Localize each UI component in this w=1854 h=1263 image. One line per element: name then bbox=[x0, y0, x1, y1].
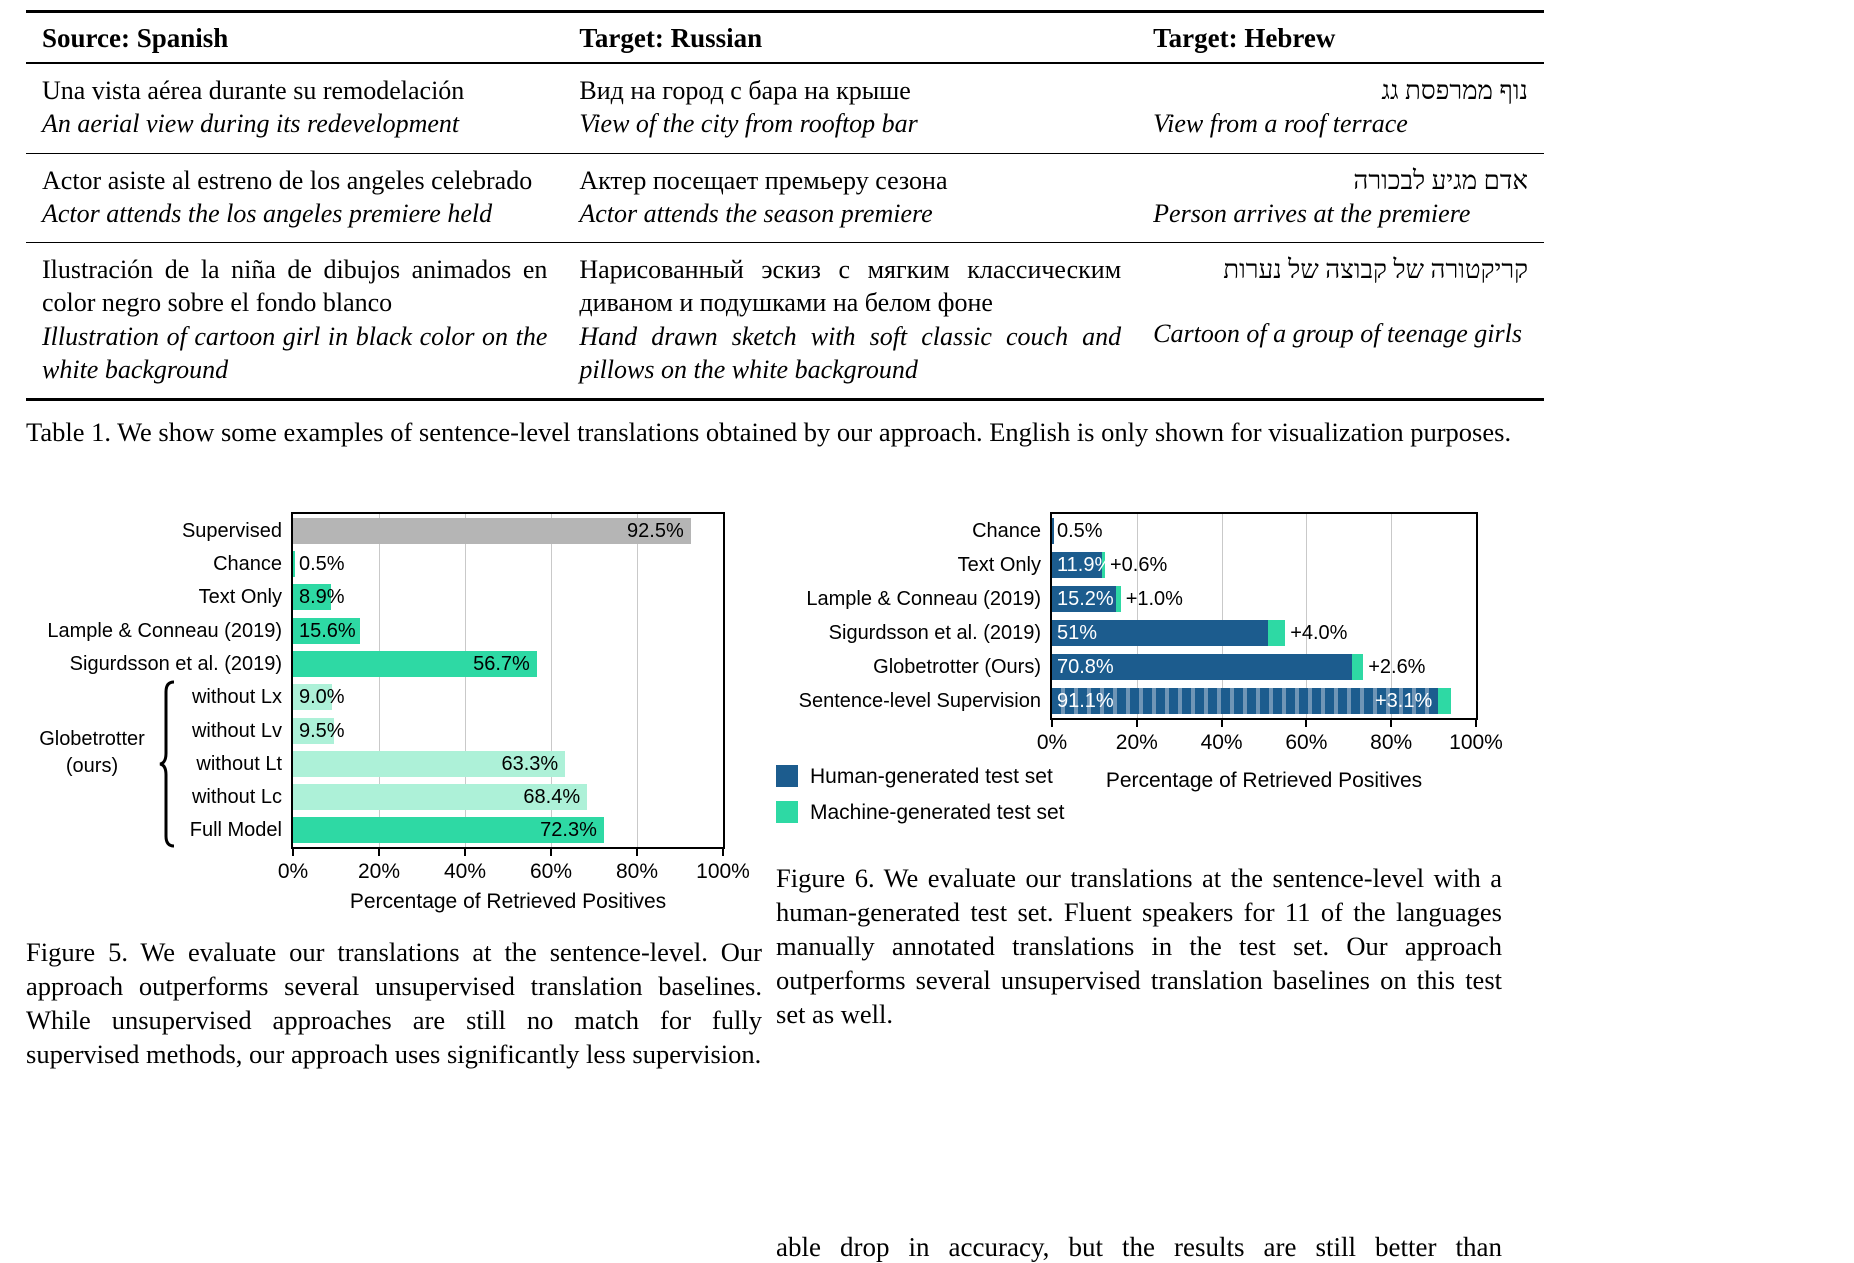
tick-mark bbox=[292, 849, 294, 856]
value-label: 15.6% bbox=[299, 619, 356, 642]
figure6-legend-area bbox=[776, 758, 1502, 840]
figure5-axes bbox=[291, 512, 725, 849]
cell-hebrew bbox=[1137, 63, 1544, 153]
spanish-english-gloss: Illustration of cartoon girl in black color on the white background bbox=[42, 321, 548, 384]
tick-mark bbox=[464, 849, 466, 856]
chart-row bbox=[293, 514, 723, 547]
legend-item-machine bbox=[776, 794, 1502, 830]
cell-hebrew bbox=[1137, 153, 1544, 243]
category-label: without Lc bbox=[191, 786, 282, 809]
tick-label: 0% bbox=[277, 860, 309, 884]
paper-page bbox=[26, 10, 1544, 1263]
figure6-column bbox=[776, 512, 1502, 1263]
cell-spanish bbox=[26, 63, 563, 153]
body-text-fragment: able drop in accuracy, but the results are still better than bbox=[776, 1231, 1502, 1262]
chart-row bbox=[293, 747, 723, 780]
value-label: 70.8% bbox=[1057, 656, 1114, 679]
category-label: Sentence-level Supervision bbox=[798, 690, 1041, 713]
table-row bbox=[26, 243, 1544, 400]
bar-human bbox=[1052, 518, 1054, 545]
tick-mark bbox=[378, 849, 380, 856]
cell-spanish bbox=[26, 243, 563, 400]
globetrotter-bracket-icon bbox=[158, 680, 176, 848]
category-label: without Lv bbox=[191, 719, 282, 742]
bar-machine bbox=[1116, 586, 1120, 613]
category-label: Chance bbox=[213, 553, 282, 576]
table-header-hebrew: Target: Hebrew bbox=[1137, 12, 1544, 64]
value-label: 72.3% bbox=[540, 819, 597, 842]
category-label: Globetrotter (Ours) bbox=[873, 656, 1041, 679]
legend-swatch-machine-icon bbox=[776, 801, 798, 823]
table-header-row bbox=[26, 12, 1544, 64]
figure6-caption: Figure 6. We evaluate our translations at the sentence-level with a human-generated test set. Fluent speakers for 11 of the languages manually annotated translations in the test set. Our approach outperforms several unsupervised translation baselines on this test set as well. bbox=[776, 863, 1502, 1029]
tick-mark bbox=[1390, 720, 1392, 727]
figure6-plot-area bbox=[776, 512, 1502, 720]
category-label: without Lx bbox=[191, 686, 282, 709]
figure6-category-labels bbox=[776, 512, 1050, 720]
chart-row bbox=[1052, 514, 1476, 548]
chart-row bbox=[1052, 650, 1476, 684]
russian-text: Нарисованный эскиз с мягким классическим диваном и подушками на белом фоне bbox=[579, 255, 1122, 318]
russian-english-gloss: Actor attends the season premiere bbox=[579, 198, 933, 228]
tick-mark bbox=[1136, 720, 1138, 727]
russian-text: Вид на город с бара на крыше bbox=[579, 76, 911, 105]
cell-hebrew bbox=[1137, 243, 1544, 400]
value-label: 63.3% bbox=[501, 752, 559, 775]
value-label: 0.5% bbox=[1057, 520, 1103, 543]
bar-machine bbox=[1352, 654, 1363, 681]
cell-spanish bbox=[26, 153, 563, 243]
cell-russian bbox=[563, 243, 1137, 400]
value-label: 8.9% bbox=[299, 586, 345, 609]
value-label: 0.5% bbox=[299, 553, 345, 576]
cell-russian bbox=[563, 153, 1137, 243]
gain-label: +1.0% bbox=[1125, 588, 1183, 611]
cell-russian bbox=[563, 63, 1137, 153]
figure5-x-axis bbox=[277, 849, 750, 884]
gain-label: +2.6% bbox=[1368, 656, 1426, 679]
tick-mark bbox=[636, 849, 638, 856]
bar bbox=[293, 551, 295, 577]
category-label: without Lt bbox=[196, 752, 282, 775]
value-label: 56.7% bbox=[473, 652, 530, 675]
tick-mark bbox=[1475, 720, 1477, 727]
value-label: 91.1% bbox=[1057, 690, 1114, 713]
figure6-xlabel: Percentage of Retrieved Positives bbox=[1105, 769, 1423, 793]
chart-row bbox=[293, 681, 723, 714]
hebrew-text: אדם מגיע לבכורה bbox=[1353, 165, 1528, 195]
figure6-x-axis bbox=[1036, 720, 1503, 755]
figure5-xlabel: Percentage of Retrieved Positives bbox=[349, 890, 667, 914]
category-label: Supervised bbox=[181, 519, 282, 542]
legend-label-machine: Machine-generated test set bbox=[810, 800, 1065, 824]
tick-mark bbox=[550, 849, 552, 856]
russian-text: Актер посещает премьеру сезона bbox=[579, 165, 948, 195]
tick-label: 0% bbox=[1036, 731, 1068, 755]
spanish-english-gloss: Actor attends the los angeles premiere held bbox=[42, 198, 493, 228]
chart-row bbox=[1052, 684, 1476, 718]
category-label: Chance bbox=[972, 520, 1041, 543]
bar-machine bbox=[1438, 688, 1451, 715]
figure5-plot-area bbox=[26, 512, 762, 849]
chart-row bbox=[293, 547, 723, 580]
table-row bbox=[26, 153, 1544, 243]
tick-mark bbox=[1221, 720, 1223, 727]
figures-row bbox=[26, 512, 1544, 1263]
category-label: Text Only bbox=[957, 554, 1041, 577]
table-1 bbox=[26, 10, 1544, 401]
category-label: Lample & Conneau (2019) bbox=[806, 588, 1041, 611]
tick-label: 60% bbox=[1285, 731, 1328, 755]
hebrew-text: קריקטורה של קבוצה של נערות bbox=[1223, 255, 1528, 285]
bar-machine bbox=[1268, 620, 1285, 647]
value-label: 92.5% bbox=[627, 519, 684, 542]
chart-row bbox=[1052, 548, 1476, 582]
category-label: Sigurdsson et al. (2019) bbox=[828, 622, 1041, 645]
tick-label: 40% bbox=[1200, 731, 1243, 755]
chart-row bbox=[293, 647, 723, 680]
spanish-english-gloss: An aerial view during its redevelopment bbox=[42, 109, 460, 139]
gain-label: +0.6% bbox=[1110, 554, 1168, 577]
table-row bbox=[26, 63, 1544, 153]
legend-label-human: Human-generated test set bbox=[810, 764, 1053, 788]
figure6-axes bbox=[1050, 512, 1478, 720]
chart-row bbox=[293, 581, 723, 614]
value-label: 51% bbox=[1057, 622, 1098, 645]
tick-label: 20% bbox=[1115, 731, 1158, 755]
chart-row bbox=[1052, 616, 1476, 650]
hebrew-english-gloss: View from a roof terrace bbox=[1153, 109, 1408, 139]
tick-mark bbox=[1051, 720, 1053, 727]
tick-label: 100% bbox=[696, 860, 750, 884]
hebrew-english-gloss: Person arrives at the premiere bbox=[1153, 198, 1471, 228]
chart-row bbox=[293, 781, 723, 814]
spanish-text: Actor asiste al estreno de los angeles celebrado bbox=[42, 165, 533, 195]
value-label: 9.0% bbox=[299, 686, 345, 709]
legend-swatch-human-icon bbox=[776, 765, 798, 787]
figure6-chart bbox=[776, 512, 1502, 840]
value-label: 15.2% bbox=[1057, 588, 1114, 611]
gain-label: +3.1% bbox=[1375, 690, 1433, 713]
russian-english-gloss: Hand drawn sketch with soft classic couch and pillows on the white background bbox=[579, 321, 1122, 384]
spanish-text: Ilustración de la niña de dibujos animados en color negro sobre el fondo blanco bbox=[42, 255, 548, 318]
hebrew-english-gloss: Cartoon of a group of teenage girls bbox=[1153, 319, 1522, 349]
chart-row bbox=[293, 614, 723, 647]
group-label-line1: Globetrotter bbox=[39, 728, 145, 751]
figure5-column bbox=[26, 512, 762, 1263]
chart-row bbox=[293, 814, 723, 847]
spanish-text: Una vista aérea durante su remodelación bbox=[42, 76, 465, 105]
globetrotter-group-label bbox=[28, 726, 156, 780]
category-label: Text Only bbox=[198, 586, 282, 609]
group-label-line2: (ours) bbox=[65, 755, 119, 778]
table-header-spanish: Source: Spanish bbox=[26, 12, 563, 64]
tick-label: 60% bbox=[529, 860, 573, 884]
tick-label: 80% bbox=[1370, 731, 1413, 755]
tick-label: 40% bbox=[443, 860, 487, 884]
tick-mark bbox=[1305, 720, 1307, 727]
russian-english-gloss: View of the city from rooftop bar bbox=[579, 109, 918, 139]
gain-label: +4.0% bbox=[1290, 622, 1348, 645]
tick-label: 100% bbox=[1449, 731, 1503, 755]
category-label: Lample & Conneau (2019) bbox=[47, 619, 282, 642]
table-caption: Table 1. We show some examples of sentence-level translations obtained by our approach. English is only shown for visualization purposes. bbox=[26, 417, 1512, 448]
value-label: 9.5% bbox=[299, 719, 345, 742]
table-header-russian: Target: Russian bbox=[563, 12, 1137, 64]
hebrew-text: נוף ממרפסת גג bbox=[1381, 76, 1528, 105]
figure5-caption: Figure 5. We evaluate our translations at the sentence-level. Our approach outperforms several unsupervised translation baselines. While unsupervised approaches are still no match for fully supervised methods, our approach uses significantly less supervision. bbox=[26, 937, 762, 1070]
tick-label: 80% bbox=[615, 860, 659, 884]
value-label: 11.9% bbox=[1057, 554, 1113, 577]
value-label: 68.4% bbox=[523, 786, 581, 809]
category-label: Full Model bbox=[189, 819, 282, 842]
tick-label: 20% bbox=[357, 860, 401, 884]
tick-mark bbox=[722, 849, 724, 856]
figure5-chart bbox=[26, 512, 762, 849]
category-label: Sigurdsson et al. (2019) bbox=[69, 652, 282, 675]
chart-row bbox=[293, 714, 723, 747]
chart-row bbox=[1052, 582, 1476, 616]
